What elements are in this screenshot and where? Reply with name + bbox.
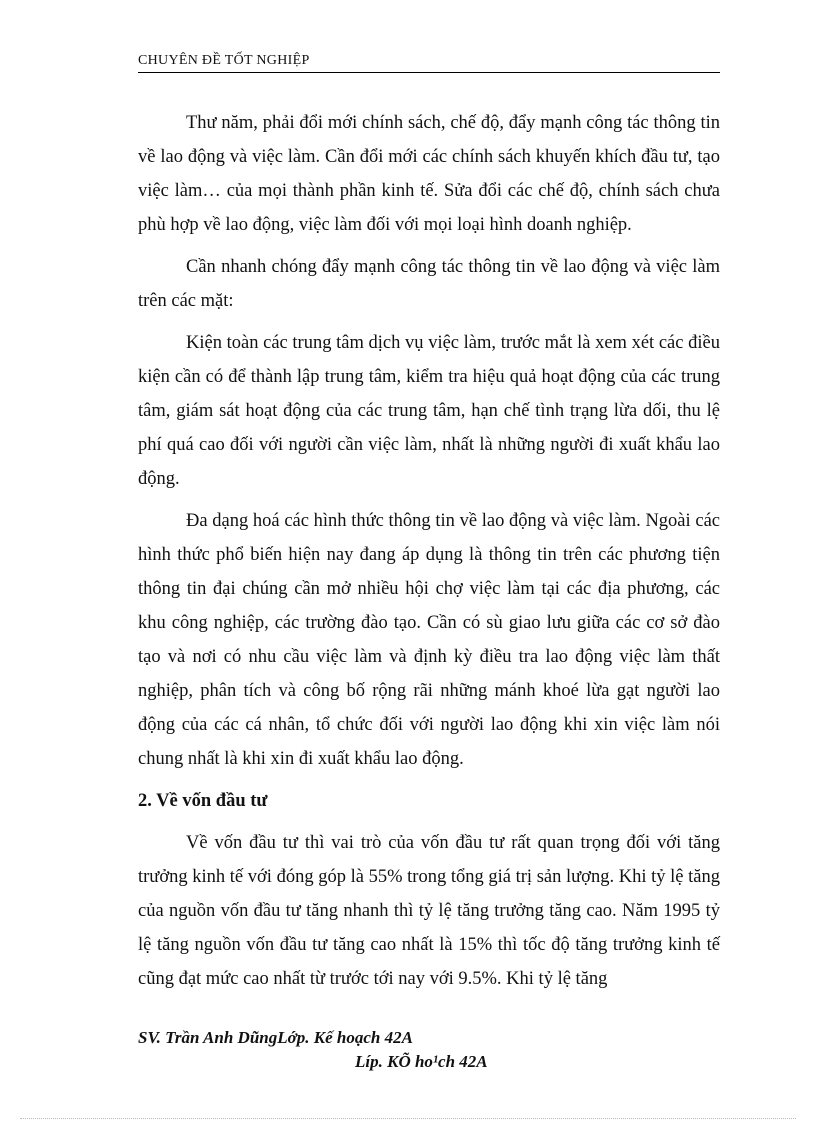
paragraph-3: Kiện toàn các trung tâm dịch vụ việc làm, trước mắt là xem xét các điều kiện cần có để thành lập trung tâm, kiểm tra hiệu quả hoạt động của các trung tâm, giám sát hoạt động của các trung tâm, hạn chế tình trạng lừa dối, thu lệ phí quá cao đối với người cần việc làm, nhất là những người đi xuất khẩu lao động. xyxy=(138,333,720,489)
footer-class: Líp. KÕ ho¹ch 42A xyxy=(355,1052,488,1071)
paragraph-1: Thư năm, phải đổi mới chính sách, chế độ, đẩy mạnh công tác thông tin về lao động và việc làm. Cần đổi mới các chính sách khuyến khích đầu tư, tạo việc làm… của mọi thành phần kinh tế. Sửa đổi các chế độ, chính sách chưa phù hợp về lao động, việc làm đối với mọi loại hình doanh nghiệp. xyxy=(138,113,720,235)
paragraph-5: Về vốn đầu tư thì vai trò của vốn đầu tư rất quan trọng đối với tăng trưởng kinh tế với đóng góp là 55% trong tổng giá trị sản lượng. Khi tỷ lệ tăng của nguồn vốn đầu tư tăng nhanh thì tỷ lệ tăng trưởng tăng cao. Năm 1995 tỷ lệ tăng nguồn vốn đầu tư tăng cao nhất là 15% thì tốc độ tăng trưởng kinh tế cũng đạt mức cao nhất từ trước tới nay với 9.5%. Khi tỷ lệ tăng xyxy=(138,833,720,989)
header-title: CHUYÊN ĐỀ TỐT NGHIỆP xyxy=(138,53,310,68)
document-body xyxy=(138,106,720,1004)
section-heading: 2. Về vốn đầu tư xyxy=(138,791,268,811)
footer-author: SV. Trần Anh DũngLớp. Kế hoạch 42A xyxy=(138,1028,413,1047)
paragraph-2: Cần nhanh chóng đẩy mạnh công tác thông tin về lao động và việc làm trên các mặt: xyxy=(138,257,720,311)
page-header xyxy=(138,52,720,73)
paragraph-4: Đa dạng hoá các hình thức thông tin về lao động và việc làm. Ngoài các hình thức phổ biến hiện nay đang áp dụng là thông tin trên các phương tiện thông tin đại chúng cần mở nhiều hội chợ việc làm tại các địa phương, các khu công nghiệp, các trường đào tạo. Cần có sù giao lưu giữa các cơ sở đào tạo và nơi có nhu cầu việc làm và định kỳ điều tra lao động việc làm thất nghiệp, phân tích và công bố rộng rãi những mánh khoé lừa gạt người lao động của các cá nhân, tổ chức đối với người lao động khi xin việc làm nói chung nhất là khi xin đi xuất khẩu lao động. xyxy=(138,511,720,769)
page-edge-divider xyxy=(20,1118,796,1119)
